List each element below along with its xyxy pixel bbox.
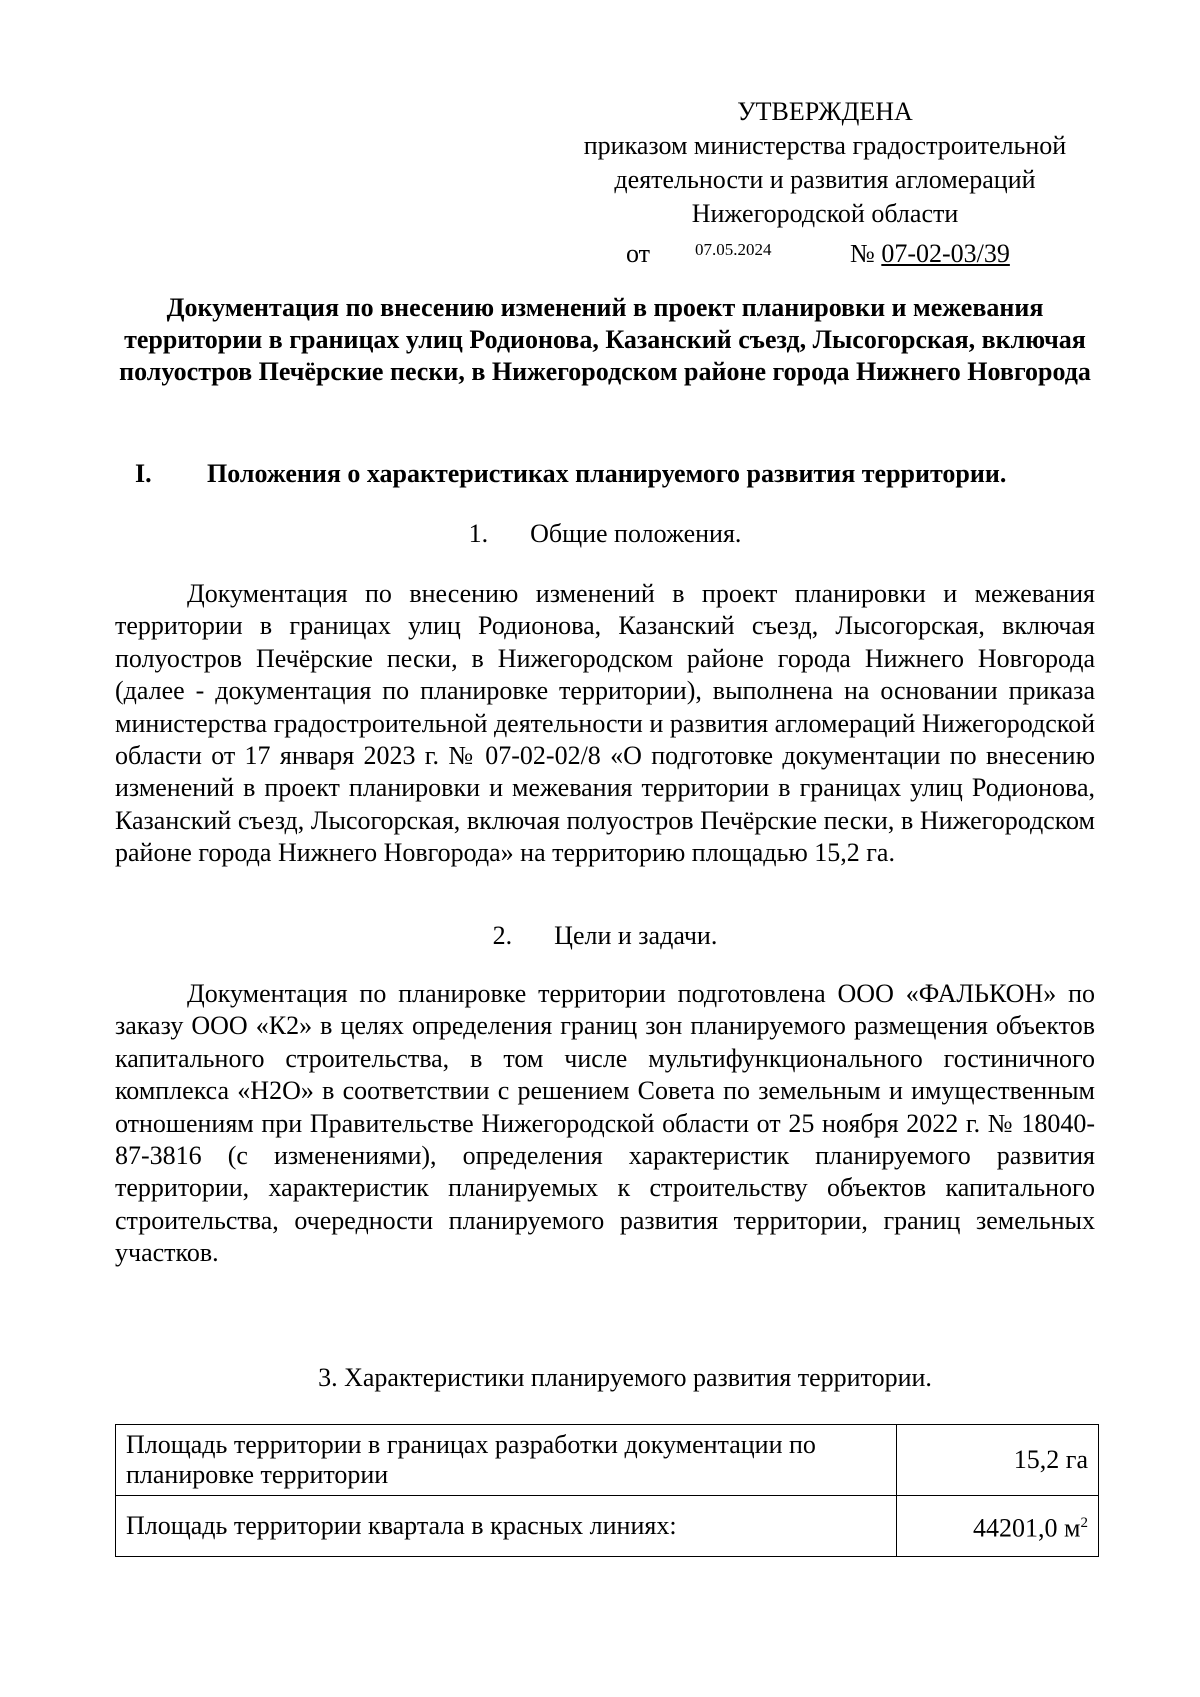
number-sign: №	[850, 239, 875, 268]
approval-from-label: от	[626, 239, 651, 268]
section-numeral: I.	[135, 459, 152, 488]
value-text: 44201,0 м	[973, 1513, 1081, 1543]
approval-line-2: деятельности и развития агломераций	[614, 165, 1036, 194]
approval-line-1: приказом министерства градостроительной	[583, 131, 1067, 160]
subsection-2-heading	[115, 920, 1095, 952]
subsection-1-heading	[115, 518, 1095, 550]
table-row	[116, 1496, 1099, 1557]
approval-heading: УТВЕРЖДЕНА	[737, 97, 913, 126]
order-number: 07-02-03/39	[881, 239, 1010, 268]
approval-line-3: Нижегородской области	[691, 199, 959, 228]
paragraph-general: Документация по внесению изменений в проект планировки и межевания территории в границах улиц Родионова, Казанский съезд, Лысогорская, включая полуостров Печёрские пески, в Нижегородском районе города Нижнего Новгорода (далее - документация по планировке территории), выполнена на основании приказа министерства градостроительной деятельности и развития агломераций Нижегородской области от 17 января 2023 г. № 07-02-02/8 «О подготовке документации по внесению изменений в проект планировки и межевания территории в границах улиц Родионова, Казанский съезд, Лысогорская, включая полуостров Печёрские пески, в Нижегородском районе города Нижнего Новгорода» на территорию площадью 15,2 га.	[115, 579, 1095, 868]
subsection-1-number: 1.	[468, 519, 489, 548]
subsection-2-title: Цели и задачи.	[554, 921, 718, 950]
subsection-1-title: Общие положения.	[530, 519, 742, 548]
table-cell-value: 15,2 га	[897, 1425, 1099, 1496]
approval-date-row	[560, 233, 1090, 269]
subsection-3-heading: 3. Характеристики планируемого развития территории.	[318, 1363, 932, 1392]
value-superscript: 2	[1080, 1515, 1088, 1532]
subsection-2-number: 2.	[492, 921, 513, 950]
approval-stamp	[560, 95, 1090, 269]
table-cell-value	[897, 1496, 1099, 1557]
section-title: Положения о характеристиках планируемого развития территории.	[207, 459, 1007, 488]
approval-date: 07.05.2024	[695, 240, 772, 259]
table-cell-label: Площадь территории квартала в красных линиях:	[116, 1496, 897, 1557]
characteristics-table	[115, 1424, 1099, 1557]
paragraph-goals: Документация по планировке территории подготовлена ООО «ФАЛЬКОН» по заказу ООО «К2» в целях определения границ зон планируемого размещения объектов капитального строительства, в том числе мультифункционального гостиничного комплекса «Н2О» в соответствии с решением Совета по земельным и имущественным отношениям при Правительстве Нижегородской области от 25 ноября 2022 г. № 18040-87-3816 (с изменениями), определения характеристик планируемого развития территории, характеристик планируемых к строительству объектов капитального строительства, очередности планируемого развития территории, границ земельных участков.	[115, 979, 1095, 1268]
table-row	[116, 1425, 1099, 1496]
table-cell-label: Площадь территории в границах разработки документации по планировке территории	[116, 1425, 897, 1496]
approval-number	[850, 237, 1010, 271]
document-title: Документация по внесению изменений в проект планировки и межевания территории в границах улиц Родионова, Казанский съезд, Лысогорская, включая полуостров Печёрские пески, в Нижегородском районе города Нижнего Новгорода	[119, 293, 1091, 386]
